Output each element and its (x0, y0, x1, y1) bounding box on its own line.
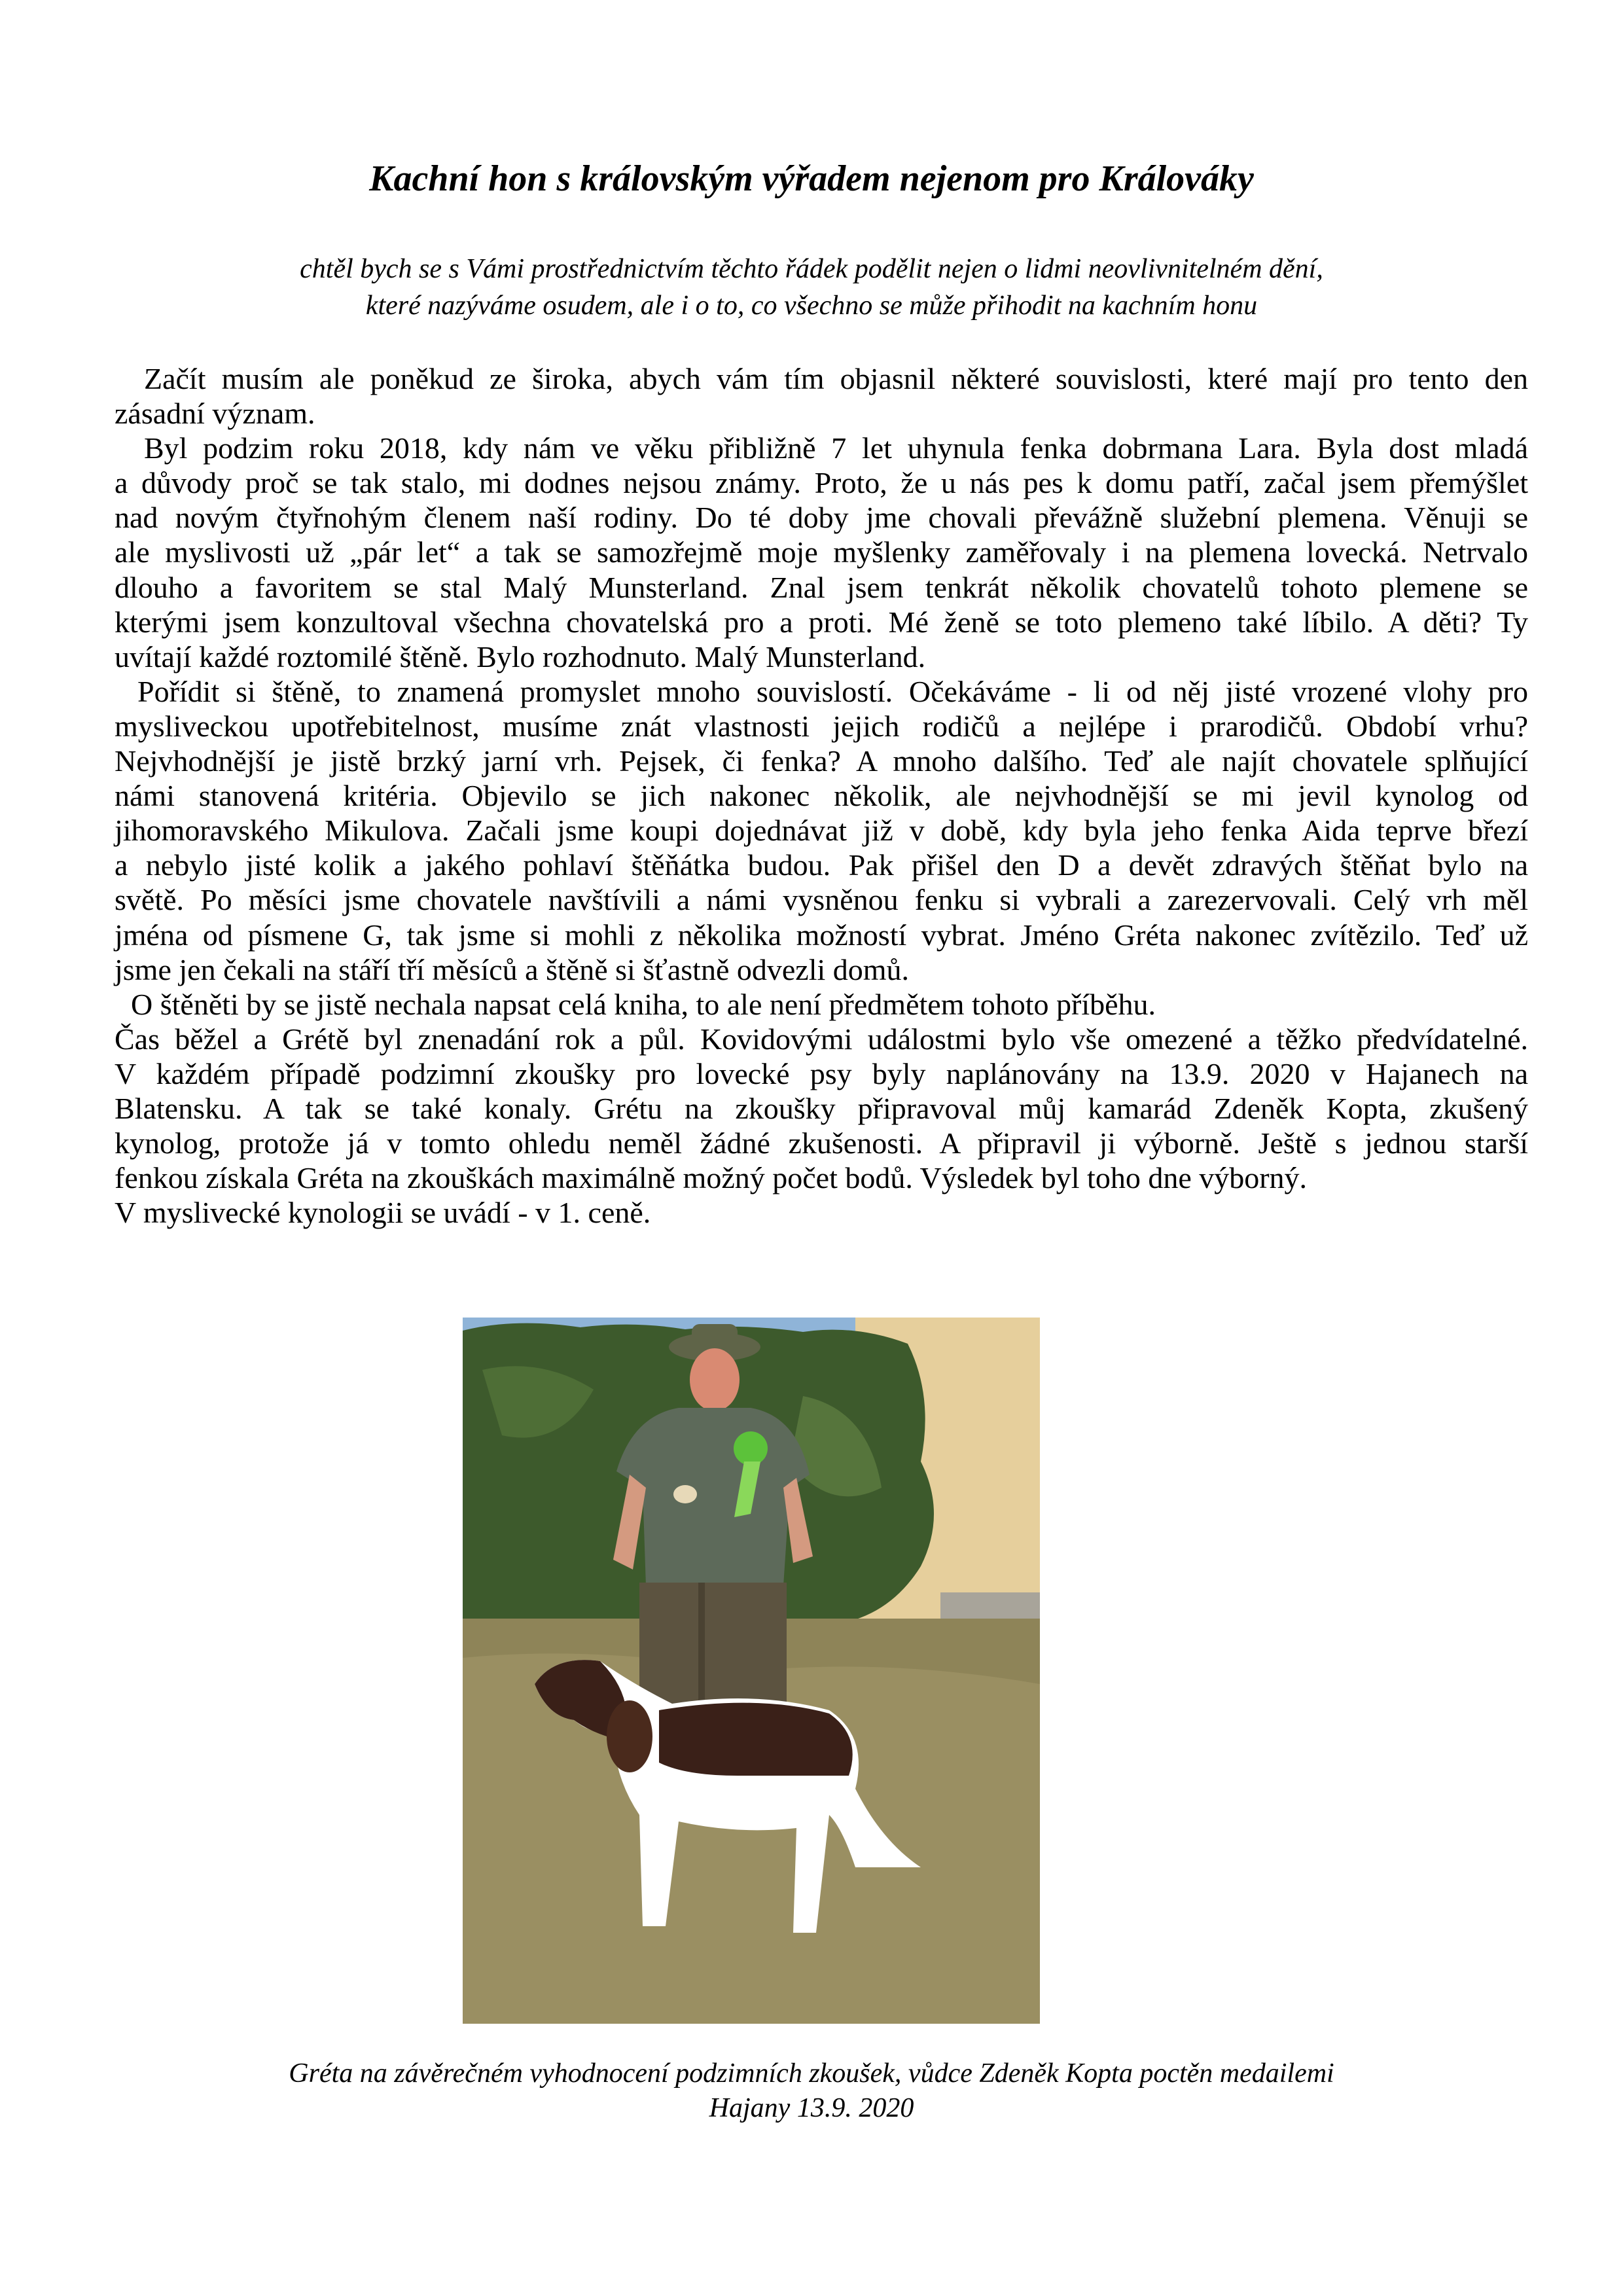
caption-line: Gréta na závěrečném vyhodnocení podzimních zkoušek, vůdce Zdeněk Kopta poctěn medailemi (289, 2058, 1334, 2089)
body-line: Začít musím ale poněkud ze široka, abych vám tím objasnil některé souvislosti, které mají pro tento den (144, 362, 1528, 395)
body-line: mysliveckou upotřebitelnost, musíme znát vlastnosti jejich rodičů a nejlépe i prarodičů. Období vrhu? (115, 709, 1528, 743)
body-line: jména od písmene G, tak jsme si mohli z několika možností vybrat. Jméno Gréta nakonec zvítězilo. Teď už (115, 918, 1528, 952)
body-line: Nejvhodnější je jistě brzký jarní vrh. Pejsek, či fenka? A mnoho dalšího. Teď ale najít chovatele splňující (115, 744, 1528, 778)
caption-line: Hajany 13.9. 2020 (709, 2093, 914, 2123)
article-subtitle (0, 251, 1623, 324)
body-line: jsme jen čekali na stáří tří měsíců a štěně si šťastně odvezli domů. (115, 952, 910, 986)
man-shirt (616, 1408, 810, 1586)
body-line: kynolog, protože já v tomto ohledu neměl žádné zkušenosti. A připravil ji výborně. Ještě s jednou starší (115, 1126, 1528, 1160)
photo-caption (0, 2056, 1623, 2126)
body-line: jihomoravského Mikulova. Začali jsme koupi dojednávat již v době, kdy byla jeho fenka Aida teprve březí (115, 814, 1528, 848)
body-line: nad novým čtyřnohým členem naší rodiny. Do té doby jme chovali převážně služební plemena. Věnuji se (115, 501, 1528, 535)
body-line: fenkou získala Gréta na zkouškách maximálně možný počet bodů. Výsledek byl toho dne výborný. (115, 1161, 1308, 1195)
body-line: kterými jsem konzultoval všechna chovatelská pro a proti. Mé ženě se toto plemeno také líbilo. A děti? Ty (115, 605, 1528, 639)
body-line: uvítají každé roztomilé štěně. Bylo rozhodnuto. Malý Munsterland. (115, 639, 926, 673)
body-line: O štěněti by se jistě nechala napsat celá kniha, to ale není předmětem tohoto příběhu. (131, 987, 1156, 1021)
body-line: V každém případě podzimní zkoušky pro lovecké psy byly naplánovány na 13.9. 2020 v Hajanech na (115, 1056, 1528, 1090)
body-line: Pořídit si štěně, to znamená promyslet mnoho souvislostí. Očekáváme - li od něj jisté vrozené vlohy pro (137, 674, 1528, 708)
body-line: ale myslivosti už „pár let“ a tak se samozřejmě moje myšlenky zaměřovaly i na plemena lovecká. Netrvalo (115, 535, 1528, 569)
article-body (115, 361, 1528, 1230)
body-line: dlouho a favoritem se stal Malý Munsterland. Znal jsem tenkrát několik chovatelů tohoto plemene se (115, 570, 1528, 604)
body-line: Blatensku. A tak se také konaly. Grétu na zkoušky připravoval můj kamarád Zdeněk Kopta, zkušený (115, 1091, 1528, 1125)
body-line: Byl podzim roku 2018, kdy nám ve věku přibližně 7 let uhynula fenka dobrmana Lara. Byla dost mladá (144, 431, 1528, 465)
man-with-dog-photo (463, 1318, 1040, 2024)
article-title: Kachní hon s královským výřadem nejenom pro Králováky (369, 158, 1254, 199)
body-line: zásadní význam. (115, 397, 315, 431)
body-line: a nebylo jisté kolik a jakého pohlaví štěňátka budou. Pak přišel den D a devět zdravých štěňat bylo na (115, 848, 1528, 882)
subtitle-line: které nazýváme osudem, ale i o to, co všechno se může přihodit na kachním honu (365, 291, 1258, 321)
body-line: námi stanovená kritéria. Objevilo se jich nakonec několik, ale nejvhodnější se mi jevil kynolog od (115, 779, 1528, 813)
body-line: a důvody proč se tak stalo, mi dodnes nejsou známy. Proto, že u nás pes k domu patří, začal jsem přemýšlet (115, 466, 1528, 500)
rosette-icon (734, 1431, 768, 1465)
man-face (690, 1348, 740, 1411)
subtitle-line: chtěl bych se s Vámi prostřednictvím těchto řádek podělit nejen o lidmi neovlivnitelném dění, (300, 254, 1323, 284)
body-line: V myslivecké kynologii se uvádí - v 1. ceně. (115, 1196, 651, 1230)
body-line: světě. Po měsíci jsme chovatele navštívili a námi vysněnou fenku si vybrali a zarezervovali. Celý vrh měl (115, 883, 1528, 917)
body-line: Čas běžel a Grétě byl znenadání rok a půl. Kovidovými událostmi bylo vše omezené a těžko předvídatelné. (115, 1022, 1528, 1056)
